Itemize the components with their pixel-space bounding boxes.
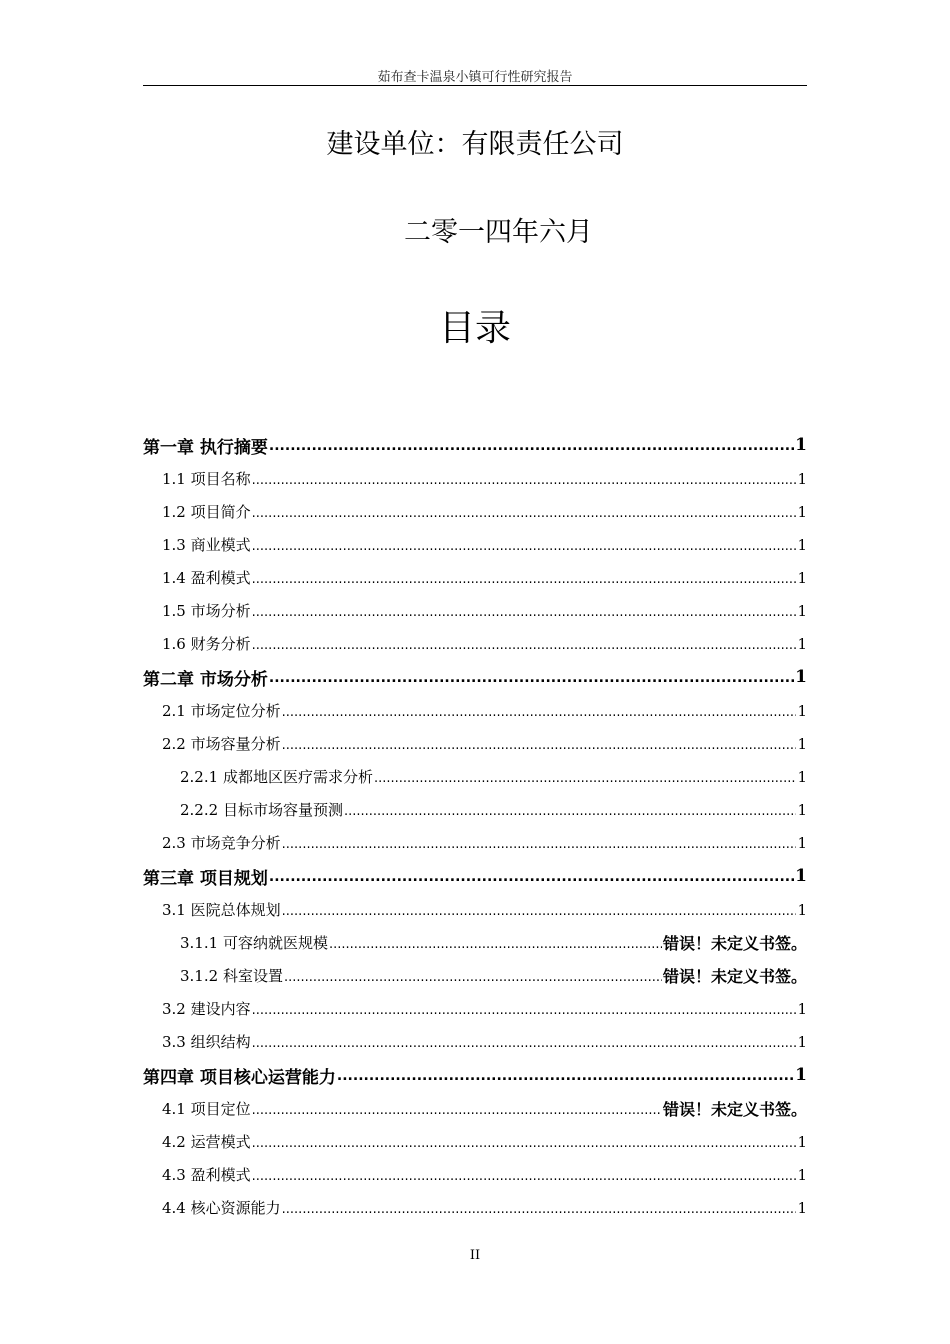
dot-leader: [282, 735, 797, 753]
toc-section-entry[interactable]: [143, 992, 807, 1025]
toc-entry-label: [162, 832, 282, 853]
toc-page-number: 1: [797, 1198, 807, 1217]
toc-page-number: 错误！未定义书签。: [662, 967, 807, 986]
toc-entry-title: 项目规划: [199, 868, 268, 889]
dot-leader: [252, 536, 797, 554]
toc-entry-title: 项目核心运营能力: [199, 1067, 336, 1088]
toc-entry-title: 可容纳就医规模: [222, 934, 328, 952]
toc-entry-label: [162, 468, 252, 489]
toc-section-entry[interactable]: [143, 1092, 807, 1125]
toc-section-entry[interactable]: [143, 1125, 807, 1158]
dot-leader: [282, 834, 797, 852]
header-divider: [143, 85, 807, 86]
toc-entry-label: [162, 567, 252, 588]
toc-entry-label: [162, 1131, 252, 1152]
toc-section-entry[interactable]: [143, 926, 807, 959]
dot-leader: [252, 1000, 797, 1018]
toc-entry-number: 2.2.1: [180, 768, 219, 786]
report-date: 二零一四年六月: [404, 217, 593, 248]
toc-entry-label: [162, 534, 252, 555]
toc-entry-title: 执行摘要: [199, 437, 268, 458]
toc-entry-number: 3.2: [162, 1000, 186, 1018]
dot-leader: [252, 1100, 662, 1118]
dot-leader: [374, 768, 796, 786]
toc-entry-title: 建设内容: [190, 1000, 251, 1018]
toc-entry-label: [162, 633, 252, 654]
dot-leader: [252, 569, 797, 587]
toc-page-number: 错误！未定义书签。: [662, 934, 807, 953]
page-number: II: [469, 1248, 481, 1263]
toc-entry-number: 3.1.2: [180, 967, 219, 985]
toc-section-entry[interactable]: [143, 1025, 807, 1058]
toc-entry-title: 医院总体规划: [190, 901, 281, 919]
dot-leader: [252, 1033, 797, 1051]
toc-section-entry[interactable]: [143, 561, 807, 594]
toc-entry-title: 市场分析: [199, 669, 268, 690]
toc-section-entry[interactable]: [143, 528, 807, 561]
toc-entry-label: [180, 799, 344, 820]
toc-entry-label: [143, 1063, 337, 1088]
dot-leader: [252, 1166, 797, 1184]
toc-page-number: 1: [797, 502, 807, 521]
toc-entry-number: 2.2.2: [180, 801, 219, 819]
toc-entry-label: [180, 766, 374, 787]
toc-page-number: 1: [797, 601, 807, 620]
toc-entry-number: 4.4: [162, 1199, 186, 1217]
toc-page-number: 1: [795, 667, 807, 687]
toc-entry-number: 2.1: [162, 702, 186, 720]
toc-entry-number: 1.4: [162, 569, 186, 587]
dot-leader: [284, 967, 662, 985]
toc-section-entry[interactable]: [143, 1158, 807, 1191]
toc-entry-title: 财务分析: [190, 635, 251, 653]
toc-entry-number: 3.1.1: [180, 934, 219, 952]
dot-leader: [252, 1133, 797, 1151]
toc-entry-number: 第三章: [143, 868, 194, 889]
toc-section-entry[interactable]: [143, 727, 807, 760]
toc-section-entry[interactable]: [143, 694, 807, 727]
toc-entry-title: 项目简介: [190, 503, 251, 521]
toc-entry-title: 市场竞争分析: [190, 834, 281, 852]
dot-leader: [282, 702, 797, 720]
toc-section-entry[interactable]: [143, 627, 807, 660]
toc-entry-number: 4.2: [162, 1133, 186, 1151]
toc-entry-number: 2.2: [162, 735, 186, 753]
toc-page-number: 1: [795, 1065, 807, 1085]
toc-entry-number: 4.1: [162, 1100, 186, 1118]
toc-entry-label: [162, 733, 282, 754]
toc-entry-number: 第四章: [143, 1067, 194, 1088]
toc-page-number: 1: [795, 866, 807, 886]
toc-entry-title: 成都地区医疗需求分析: [222, 768, 373, 786]
toc-section-entry[interactable]: [143, 594, 807, 627]
dot-leader: [269, 667, 794, 687]
toc-section-entry[interactable]: [143, 495, 807, 528]
toc-entry-number: 4.3: [162, 1166, 186, 1184]
toc-page-number: 1: [797, 535, 807, 554]
toc-entry-label: [180, 932, 329, 953]
toc-page-number: 1: [797, 767, 807, 786]
toc-section-entry[interactable]: [143, 1191, 807, 1224]
toc-title: 目录: [438, 308, 511, 349]
dot-leader: [252, 602, 797, 620]
toc-entry-label: [143, 665, 269, 690]
toc-entry-title: 市场定位分析: [190, 702, 281, 720]
toc-entry-title: 运营模式: [190, 1133, 251, 1151]
toc-page-number: 1: [797, 833, 807, 852]
toc-page-number: 1: [797, 734, 807, 753]
toc-chapter-entry[interactable]: [143, 1058, 807, 1092]
toc-page-number: 1: [797, 1165, 807, 1184]
toc-section-entry[interactable]: [143, 893, 807, 926]
toc-entry-title: 项目定位: [190, 1100, 251, 1118]
toc-section-entry[interactable]: [143, 462, 807, 495]
toc-entry-number: 第二章: [143, 669, 194, 690]
toc-page-number: 1: [797, 900, 807, 919]
toc-entry-label: [162, 600, 252, 621]
toc-entry-label: [162, 1164, 252, 1185]
toc-entry-label: [180, 965, 284, 986]
toc-page-number: 1: [797, 1032, 807, 1051]
toc-entry-number: 1.5: [162, 602, 186, 620]
dot-leader: [269, 435, 794, 455]
dot-leader: [252, 470, 797, 488]
toc-entry-title: 组织结构: [190, 1033, 251, 1051]
toc-entry-number: 1.2: [162, 503, 186, 521]
toc-section-entry[interactable]: [143, 760, 807, 793]
toc-page-number: 1: [797, 800, 807, 819]
toc-page-number: 1: [797, 634, 807, 653]
dot-leader: [329, 934, 662, 952]
toc-entry-number: 1.6: [162, 635, 186, 653]
toc-entry-title: 科室设置: [222, 967, 283, 985]
toc-chapter-entry[interactable]: [143, 660, 807, 694]
toc-entry-title: 市场分析: [190, 602, 251, 620]
dot-leader: [252, 635, 797, 653]
toc-entry-number: 3.3: [162, 1033, 186, 1051]
toc-page-number: 1: [795, 435, 807, 455]
toc-section-entry[interactable]: [143, 959, 807, 992]
toc-page-number: 1: [797, 568, 807, 587]
toc-entry-label: [143, 864, 269, 889]
toc-entry-label: [162, 1031, 252, 1052]
toc-entry-label: [162, 501, 252, 522]
toc-section-entry[interactable]: [143, 793, 807, 826]
toc-entry-label: [162, 998, 252, 1019]
toc-chapter-entry[interactable]: [143, 859, 807, 893]
toc-entry-title: 核心资源能力: [190, 1199, 281, 1217]
toc-entry-label: [162, 899, 282, 920]
toc-entry-title: 目标市场容量预测: [222, 801, 343, 819]
toc-entry-label: [162, 700, 282, 721]
toc-entry-number: 第一章: [143, 437, 194, 458]
dot-leader: [337, 1065, 794, 1085]
toc-chapter-entry[interactable]: [143, 428, 807, 462]
toc-page-number: 1: [797, 701, 807, 720]
toc-page-number: 1: [797, 999, 807, 1018]
running-header: 茹布查卡温泉小镇可行性研究报告: [377, 70, 573, 85]
toc-entry-label: [162, 1197, 282, 1218]
dot-leader: [252, 503, 797, 521]
toc-entry-number: 3.1: [162, 901, 186, 919]
toc-entry-label: [162, 1098, 252, 1119]
toc-page-number: 错误！未定义书签。: [662, 1100, 807, 1119]
dot-leader: [344, 801, 796, 819]
toc-page-number: 1: [797, 1132, 807, 1151]
toc-section-entry[interactable]: [143, 826, 807, 859]
toc-entry-title: 市场容量分析: [190, 735, 281, 753]
toc-entry-number: 1.3: [162, 536, 186, 554]
toc-entry-title: 项目名称: [190, 470, 251, 488]
dot-leader: [282, 1199, 797, 1217]
toc-entry-title: 盈利模式: [190, 1166, 251, 1184]
dot-leader: [282, 901, 797, 919]
dot-leader: [269, 866, 794, 886]
table-of-contents: [143, 428, 807, 1224]
construction-unit: 建设单位：有限责任公司: [326, 129, 624, 160]
toc-entry-title: 商业模式: [190, 536, 251, 554]
toc-entry-label: [143, 433, 269, 458]
toc-entry-number: 2.3: [162, 834, 186, 852]
toc-page-number: 1: [797, 469, 807, 488]
toc-entry-title: 盈利模式: [190, 569, 251, 587]
toc-entry-number: 1.1: [162, 470, 186, 488]
